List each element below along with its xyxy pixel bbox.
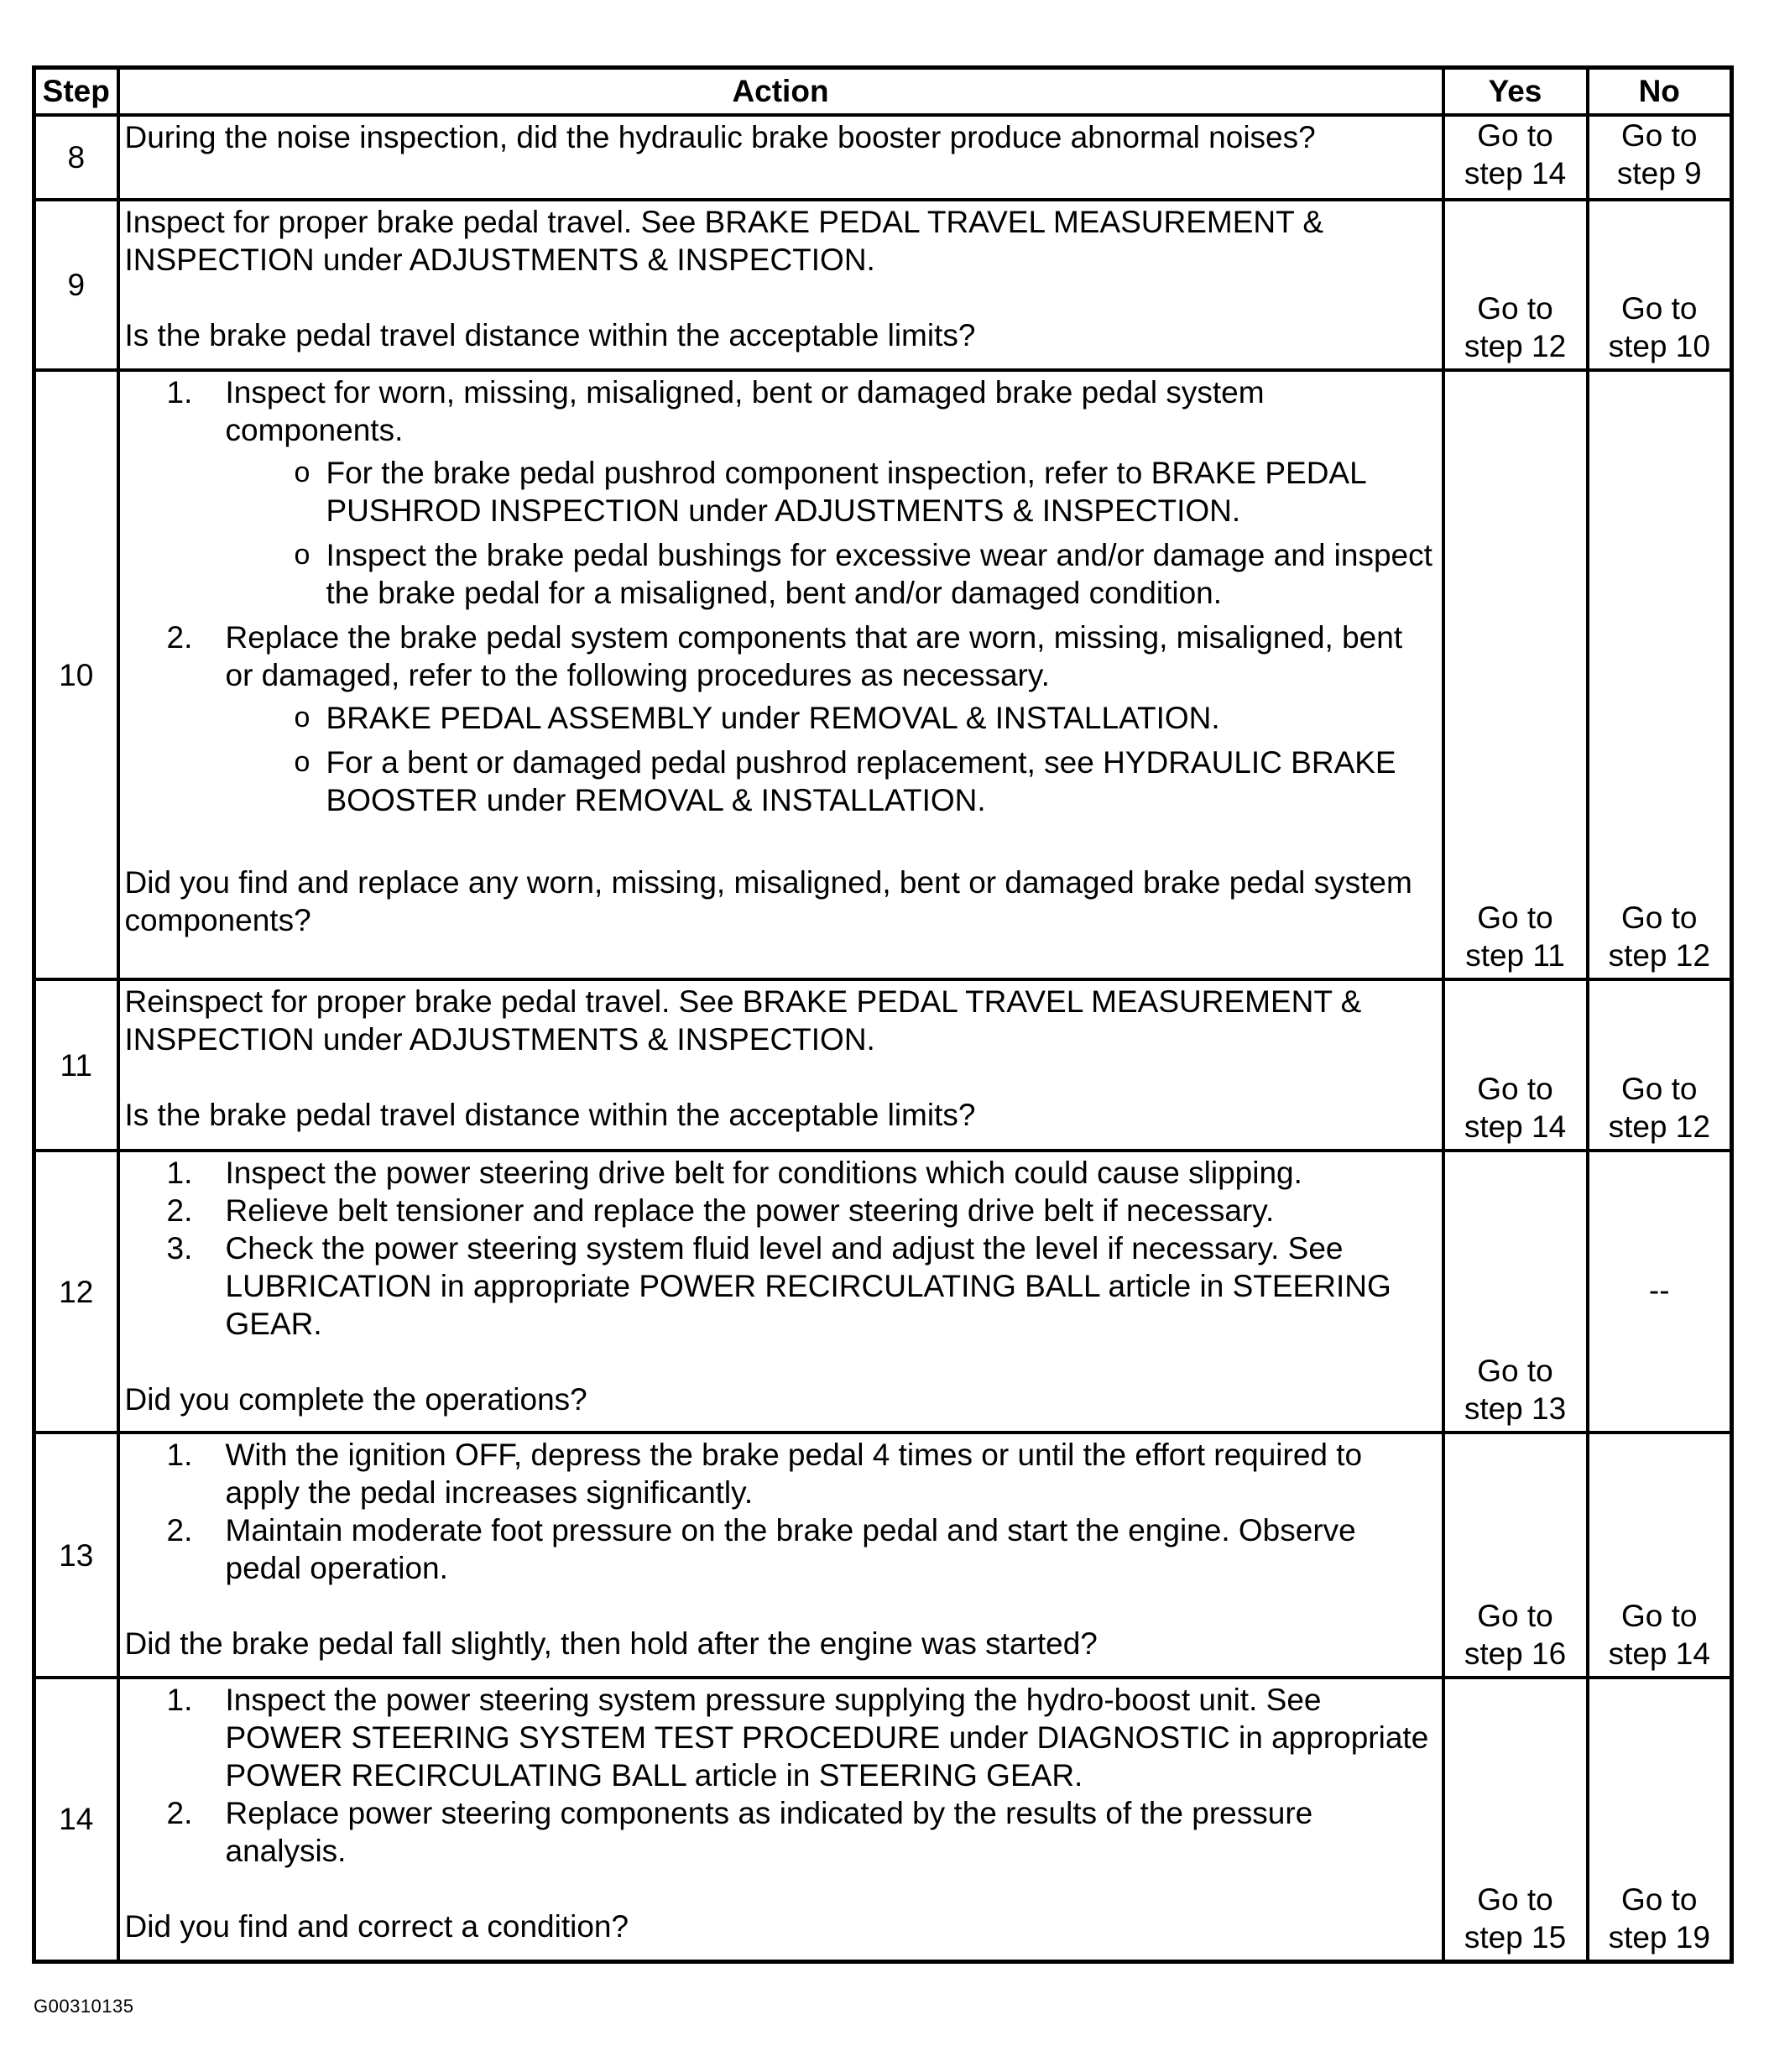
step-list	[125, 1436, 1435, 1587]
action-cell	[118, 200, 1443, 370]
item-text: Inspect for worn, missing, misaligned, bent or damaged brake pedal system components.	[225, 375, 1265, 447]
bullet-icon: o	[294, 702, 310, 733]
step-number: 14	[34, 1678, 118, 1961]
yes-cell: Go to step 11	[1443, 370, 1588, 979]
table-row	[34, 200, 1732, 370]
table-row	[34, 1151, 1732, 1433]
intro-text: Reinspect for proper brake pedal travel. See BRAKE PEDAL TRAVEL MEASUREMENT & INSPECTION under ADJUSTMENTS & INSPECTION.	[124, 984, 1362, 1057]
sub-list	[226, 454, 1435, 612]
list-item	[125, 1794, 1435, 1870]
intro-text: Inspect for proper brake pedal travel. See BRAKE PEDAL TRAVEL MEASUREMENT & INSPECTION under ADJUSTMENTS & INSPECTION.	[124, 205, 1324, 277]
list-item	[125, 1511, 1435, 1587]
question-text: Is the brake pedal travel distance within the acceptable limits?	[124, 318, 976, 352]
diagnostic-table	[32, 65, 1734, 1964]
step-number: 11	[34, 979, 118, 1151]
list-item	[125, 618, 1435, 819]
list-item	[125, 1229, 1435, 1343]
list-item	[125, 1681, 1435, 1794]
no-cell: Go to step 10	[1588, 200, 1732, 370]
item-number: 1.	[166, 1438, 193, 1472]
item-text: Inspect the power steering system pressure supplying the hydro-boost unit. See POWER STEERING SYSTEM TEST PROCEDURE under DIAGNOSTIC in appropriate POWER RECIRCULATING BALL article in STEERING GEAR.	[225, 1683, 1429, 1793]
sub-item	[226, 454, 1435, 530]
table-row	[34, 1678, 1732, 1961]
item-text: Check the power steering system fluid level and adjust the level if necessary. See LUBRICATION in appropriate POWER RECIRCULATING BALL article in STEERING GEAR.	[225, 1231, 1391, 1341]
list-item	[125, 1154, 1435, 1192]
question-text: Did the brake pedal fall slightly, then hold after the engine was started?	[124, 1626, 1098, 1661]
yes-cell: Go to step 14	[1443, 979, 1588, 1151]
yes-cell: Go to step 16	[1443, 1433, 1588, 1678]
header-no: No	[1588, 68, 1732, 116]
yes-cell: Go to step 14	[1443, 115, 1588, 200]
item-text: Relieve belt tensioner and replace the power steering drive belt if necessary.	[225, 1193, 1275, 1228]
table-row	[34, 979, 1732, 1151]
item-number: 2.	[166, 1193, 193, 1228]
no-cell: Go to step 12	[1588, 370, 1732, 979]
item-number: 2.	[166, 1513, 193, 1547]
action-cell	[118, 1678, 1443, 1961]
item-text: Replace power steering components as indicated by the results of the pressure analysis.	[225, 1796, 1313, 1868]
question-text: Did you complete the operations?	[124, 1382, 587, 1417]
item-text: With the ignition OFF, depress the brake pedal 4 times or until the effort required to apply the pedal increases significantly.	[225, 1438, 1363, 1510]
sub-item-text: BRAKE PEDAL ASSEMBLY under REMOVAL & INSTALLATION.	[326, 701, 1220, 735]
item-number: 1.	[166, 1156, 193, 1190]
step-list	[125, 373, 1435, 819]
question-text: Is the brake pedal travel distance within the acceptable limits?	[124, 1098, 976, 1132]
item-text: Inspect the power steering drive belt for conditions which could cause slipping.	[225, 1156, 1302, 1190]
table-row	[34, 1433, 1732, 1678]
step-number: 8	[34, 115, 118, 200]
bullet-icon: o	[294, 539, 310, 571]
action-cell	[118, 1151, 1443, 1433]
list-item	[125, 1436, 1435, 1511]
sub-list	[226, 699, 1435, 819]
header-yes: Yes	[1443, 68, 1588, 116]
question-text: Did you find and replace any worn, missing, misaligned, bent or damaged brake pedal system components?	[124, 865, 1412, 937]
item-number: 2.	[166, 1796, 193, 1830]
no-cell: Go to step 19	[1588, 1678, 1732, 1961]
no-cell: Go to step 9	[1588, 115, 1732, 200]
step-number: 10	[34, 370, 118, 979]
step-list	[125, 1154, 1435, 1343]
item-text: Replace the brake pedal system components that are worn, missing, misaligned, bent or damaged, refer to the following procedures as necessary.	[225, 620, 1403, 692]
bullet-icon: o	[294, 457, 310, 488]
item-number: 1.	[166, 375, 193, 410]
action-cell	[118, 979, 1443, 1151]
list-item	[125, 1192, 1435, 1229]
action-cell	[118, 370, 1443, 979]
step-number: 12	[34, 1151, 118, 1433]
sub-item	[226, 744, 1435, 819]
table-row	[34, 370, 1732, 979]
sub-item	[226, 536, 1435, 612]
bullet-icon: o	[294, 746, 310, 778]
action-cell	[118, 115, 1443, 200]
header-action: Action	[118, 68, 1443, 116]
sub-item-text: For a bent or damaged pedal pushrod replacement, see HYDRAULIC BRAKE BOOSTER under REMOVAL & INSTALLATION.	[326, 745, 1396, 817]
sub-item-text: For the brake pedal pushrod component inspection, refer to BRAKE PEDAL PUSHROD INSPECTION under ADJUSTMENTS & INSPECTION.	[326, 456, 1366, 528]
sub-item	[226, 699, 1435, 737]
step-number: 9	[34, 200, 118, 370]
question-text: Did you find and correct a condition?	[124, 1909, 629, 1944]
yes-cell: Go to step 12	[1443, 200, 1588, 370]
table-row	[34, 115, 1732, 200]
header-step: Step	[34, 68, 118, 116]
no-cell: Go to step 14	[1588, 1433, 1732, 1678]
item-number: 1.	[166, 1683, 193, 1717]
yes-cell: Go to step 15	[1443, 1678, 1588, 1961]
figure-code: G00310135	[34, 1996, 134, 2017]
yes-cell: Go to step 13	[1443, 1151, 1588, 1433]
question-text: During the noise inspection, did the hydraulic brake booster produce abnormal noises?	[124, 120, 1316, 154]
no-cell: Go to step 12	[1588, 979, 1732, 1151]
item-number: 3.	[166, 1231, 193, 1266]
sub-item-text: Inspect the brake pedal bushings for excessive wear and/or damage and inspect the brake pedal for a misaligned, bent and/or damaged condition.	[326, 538, 1432, 610]
item-number: 2.	[166, 620, 193, 655]
list-item	[125, 373, 1435, 612]
step-number: 13	[34, 1433, 118, 1678]
action-cell	[118, 1433, 1443, 1678]
step-list	[125, 1681, 1435, 1870]
header-row	[34, 68, 1732, 116]
item-text: Maintain moderate foot pressure on the brake pedal and start the engine. Observe pedal operation.	[225, 1513, 1356, 1585]
no-cell: --	[1588, 1151, 1732, 1433]
